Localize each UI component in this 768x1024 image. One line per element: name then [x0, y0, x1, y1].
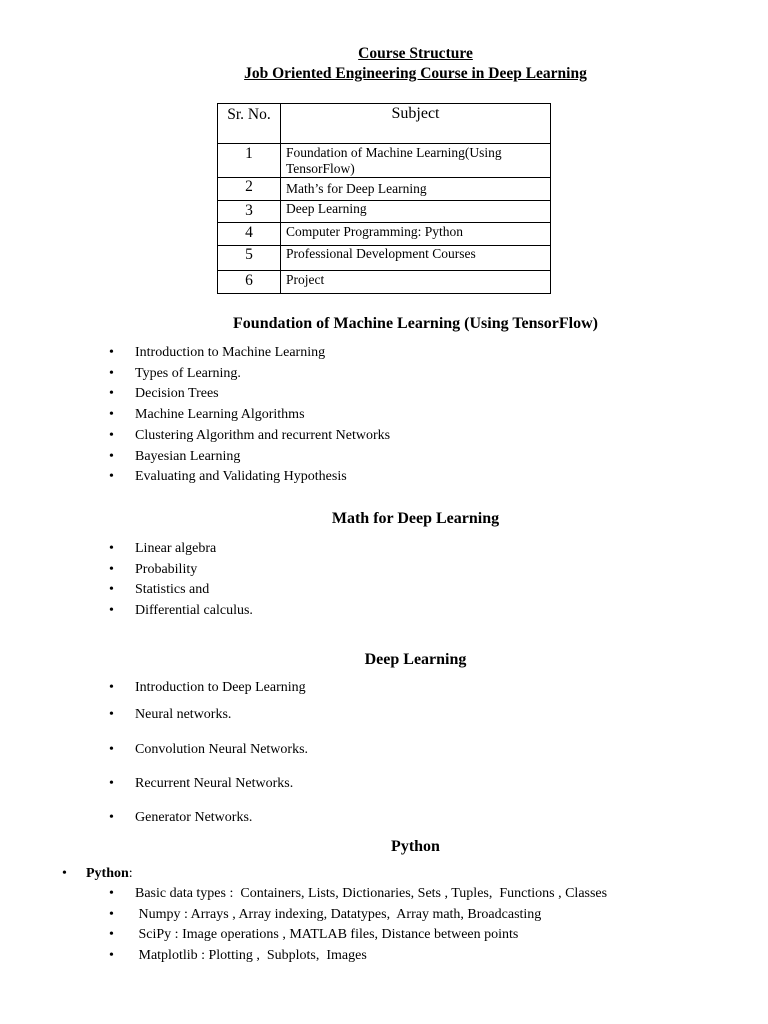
list-item: • Machine Learning Algorithms — [109, 405, 390, 426]
table-cell-sr: 4 — [218, 223, 281, 246]
table-cell-subject: Foundation of Machine Learning(Using TensorFlow) — [281, 144, 551, 178]
table-row — [218, 201, 551, 223]
page-subtitle: Job Oriented Engineering Course in Deep Learning — [244, 65, 587, 82]
math-topic-list — [109, 539, 253, 621]
course-table — [217, 103, 551, 294]
table-row — [218, 178, 551, 201]
table-cell-sr: 3 — [218, 201, 281, 223]
table-row — [218, 144, 551, 178]
section-heading-ml: Foundation of Machine Learning (Using TensorFlow) — [233, 315, 598, 332]
python-label: Python — [86, 866, 129, 881]
list-item: • Neural networks. — [109, 707, 308, 742]
section-heading-python: Python — [391, 838, 440, 855]
list-item: • Introduction to Deep Learning — [109, 680, 308, 707]
table-cell-sr: 6 — [218, 271, 281, 294]
python-colon: : — [128, 866, 133, 881]
section-heading-math: Math for Deep Learning — [331, 510, 500, 527]
table-row — [218, 223, 551, 246]
table-row — [218, 271, 551, 294]
table-cell-subject: Math’s for Deep Learning — [281, 178, 551, 201]
list-item: • Recurrent Neural Networks. — [109, 776, 308, 810]
list-item: • Bayesian Learning — [109, 447, 390, 468]
list-item: • Matplotlib : Plotting , Subplots, Images — [109, 946, 607, 967]
table-header-row — [218, 104, 551, 144]
python-topic-list — [109, 884, 607, 967]
list-item: • Convolution Neural Networks. — [109, 742, 308, 776]
table-cell-sr: 2 — [218, 178, 281, 201]
list-item: • SciPy : Image operations , MATLAB files, Distance between points — [109, 925, 607, 946]
list-item: • Evaluating and Validating Hypothesis — [109, 467, 390, 488]
section-heading-dl: Deep Learning — [364, 651, 467, 668]
list-item: • Decision Trees — [109, 384, 390, 405]
list-item: • Probability — [109, 560, 253, 581]
list-item: • Generator Networks. — [109, 810, 308, 826]
python-outer-item — [62, 866, 133, 882]
table-header-subject: Subject — [281, 104, 551, 144]
table-row — [218, 246, 551, 271]
dl-topic-list — [109, 680, 308, 826]
ml-topic-list — [109, 343, 390, 488]
list-item: • Clustering Algorithm and recurrent Networks — [109, 426, 390, 447]
table-cell-subject: Project — [281, 271, 551, 294]
table-cell-sr: 1 — [218, 144, 281, 178]
list-item: • Numpy : Arrays , Array indexing, Datatypes, Array math, Broadcasting — [109, 905, 607, 926]
table-header-sr: Sr. No. — [218, 104, 281, 144]
list-item: • Linear algebra — [109, 539, 253, 560]
table-cell-subject: Professional Development Courses — [281, 246, 551, 271]
table-cell-sr: 5 — [218, 246, 281, 271]
list-item: • Basic data types : Containers, Lists, Dictionaries, Sets , Tuples, Functions , Classes — [109, 884, 607, 905]
list-item: • Statistics and — [109, 580, 253, 601]
list-item: • Types of Learning. — [109, 364, 390, 385]
table-cell-subject: Computer Programming: Python — [281, 223, 551, 246]
list-item: • Differential calculus. — [109, 601, 253, 622]
list-item: • Introduction to Machine Learning — [109, 343, 390, 364]
page-title: Course Structure — [358, 45, 473, 62]
table-cell-subject: Deep Learning — [281, 201, 551, 223]
